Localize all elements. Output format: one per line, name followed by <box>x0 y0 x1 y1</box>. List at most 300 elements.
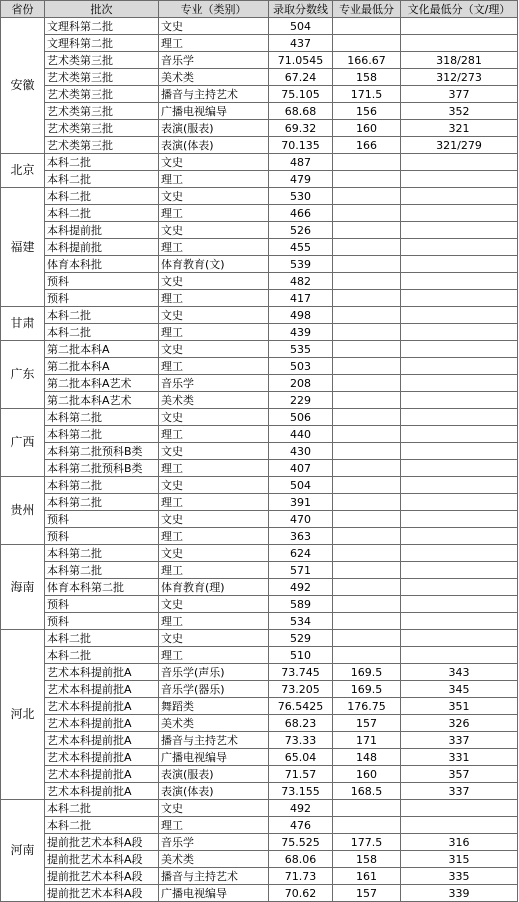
culture-min-score-cell: 312/273 <box>401 69 518 86</box>
table-row <box>1 664 518 681</box>
culture-min-score-cell: 326 <box>401 715 518 732</box>
culture-min-score-cell <box>401 817 518 834</box>
cutoff-score-cell: 430 <box>269 443 333 460</box>
cutoff-score-cell: 571 <box>269 562 333 579</box>
major-cell: 理工 <box>159 562 269 579</box>
table-row <box>1 188 518 205</box>
table-row <box>1 137 518 154</box>
major-min-score-cell <box>333 256 401 273</box>
cutoff-score-cell: 476 <box>269 817 333 834</box>
culture-min-score-cell <box>401 273 518 290</box>
culture-min-score-cell <box>401 613 518 630</box>
culture-min-score-cell <box>401 596 518 613</box>
cutoff-score-cell: 482 <box>269 273 333 290</box>
cutoff-score-cell: 440 <box>269 426 333 443</box>
table-row <box>1 851 518 868</box>
cutoff-score-cell: 208 <box>269 375 333 392</box>
table-row <box>1 494 518 511</box>
table-row <box>1 290 518 307</box>
culture-min-score-cell <box>401 443 518 460</box>
major-min-score-cell <box>333 18 401 35</box>
batch-cell: 提前批艺术本科A段 <box>45 851 159 868</box>
major-cell: 表演(体表) <box>159 137 269 154</box>
culture-min-score-cell: 318/281 <box>401 52 518 69</box>
batch-cell: 提前批艺术本科A段 <box>45 885 159 902</box>
table-row <box>1 18 518 35</box>
table-row <box>1 69 518 86</box>
major-min-score-cell: 157 <box>333 715 401 732</box>
table-row <box>1 545 518 562</box>
batch-cell: 第二批本科A艺术 <box>45 392 159 409</box>
culture-min-score-cell: 316 <box>401 834 518 851</box>
batch-cell: 文理科第二批 <box>45 35 159 52</box>
table-row <box>1 613 518 630</box>
major-cell: 文史 <box>159 443 269 460</box>
culture-min-score-cell <box>401 171 518 188</box>
batch-cell: 本科第二批预科B类 <box>45 460 159 477</box>
cutoff-score-cell: 391 <box>269 494 333 511</box>
batch-cell: 第二批本科A <box>45 341 159 358</box>
major-cell: 广播电视编导 <box>159 885 269 902</box>
culture-min-score-cell <box>401 647 518 664</box>
major-min-score-cell: 177.5 <box>333 834 401 851</box>
batch-cell: 本科第二批预科B类 <box>45 443 159 460</box>
major-cell: 表演(服表) <box>159 766 269 783</box>
cutoff-score-cell: 526 <box>269 222 333 239</box>
major-min-score-cell <box>333 205 401 222</box>
batch-cell: 艺术本科提前批A <box>45 681 159 698</box>
header-batch: 批次 <box>45 1 159 18</box>
major-cell: 音乐学(声乐) <box>159 664 269 681</box>
major-cell: 理工 <box>159 528 269 545</box>
batch-cell: 艺术类第三批 <box>45 137 159 154</box>
province-cell: 甘肃 <box>1 307 45 341</box>
cutoff-score-cell: 71.73 <box>269 868 333 885</box>
batch-cell: 本科第二批 <box>45 409 159 426</box>
culture-min-score-cell <box>401 392 518 409</box>
province-cell: 北京 <box>1 154 45 188</box>
major-min-score-cell: 171.5 <box>333 86 401 103</box>
table-row <box>1 749 518 766</box>
batch-cell: 本科二批 <box>45 817 159 834</box>
major-cell: 音乐学 <box>159 52 269 69</box>
major-min-score-cell: 168.5 <box>333 783 401 800</box>
culture-min-score-cell: 377 <box>401 86 518 103</box>
major-cell: 表演(服表) <box>159 120 269 137</box>
major-min-score-cell: 176.75 <box>333 698 401 715</box>
batch-cell: 艺术本科提前批A <box>45 783 159 800</box>
cutoff-score-cell: 70.62 <box>269 885 333 902</box>
table-row <box>1 205 518 222</box>
major-min-score-cell <box>333 341 401 358</box>
major-cell: 广播电视编导 <box>159 103 269 120</box>
major-min-score-cell <box>333 171 401 188</box>
cutoff-score-cell: 529 <box>269 630 333 647</box>
major-cell: 理工 <box>159 647 269 664</box>
culture-min-score-cell: 331 <box>401 749 518 766</box>
culture-min-score-cell <box>401 205 518 222</box>
table-row <box>1 52 518 69</box>
table-row <box>1 222 518 239</box>
batch-cell: 本科第二批 <box>45 562 159 579</box>
batch-cell: 艺术类第三批 <box>45 69 159 86</box>
batch-cell: 本科二批 <box>45 154 159 171</box>
header-major: 专业（类别） <box>159 1 269 18</box>
province-cell: 贵州 <box>1 477 45 545</box>
batch-cell: 艺术本科提前批A <box>45 732 159 749</box>
batch-cell: 艺术本科提前批A <box>45 664 159 681</box>
major-min-score-cell: 169.5 <box>333 681 401 698</box>
culture-min-score-cell: 345 <box>401 681 518 698</box>
cutoff-score-cell: 535 <box>269 341 333 358</box>
batch-cell: 预科 <box>45 511 159 528</box>
major-cell: 文史 <box>159 222 269 239</box>
major-min-score-cell <box>333 460 401 477</box>
header-row <box>1 1 518 18</box>
cutoff-score-cell: 455 <box>269 239 333 256</box>
culture-min-score-cell <box>401 477 518 494</box>
major-min-score-cell: 169.5 <box>333 664 401 681</box>
culture-min-score-cell <box>401 290 518 307</box>
major-min-score-cell: 160 <box>333 766 401 783</box>
cutoff-score-cell: 75.105 <box>269 86 333 103</box>
batch-cell: 艺术类第三批 <box>45 120 159 137</box>
table-row <box>1 392 518 409</box>
batch-cell: 本科二批 <box>45 171 159 188</box>
major-min-score-cell: 166 <box>333 137 401 154</box>
cutoff-score-cell: 539 <box>269 256 333 273</box>
table-row <box>1 307 518 324</box>
major-cell: 文史 <box>159 630 269 647</box>
cutoff-score-cell: 492 <box>269 800 333 817</box>
major-min-score-cell <box>333 647 401 664</box>
major-cell: 美术类 <box>159 392 269 409</box>
batch-cell: 本科二批 <box>45 630 159 647</box>
major-min-score-cell <box>333 426 401 443</box>
batch-cell: 艺术本科提前批A <box>45 715 159 732</box>
culture-min-score-cell <box>401 239 518 256</box>
cutoff-score-cell: 70.135 <box>269 137 333 154</box>
major-min-score-cell <box>333 477 401 494</box>
batch-cell: 本科提前批 <box>45 239 159 256</box>
major-min-score-cell <box>333 290 401 307</box>
table-row <box>1 511 518 528</box>
batch-cell: 提前批艺术本科A段 <box>45 868 159 885</box>
culture-min-score-cell <box>401 511 518 528</box>
culture-min-score-cell: 337 <box>401 732 518 749</box>
cutoff-score-cell: 503 <box>269 358 333 375</box>
cutoff-score-cell: 437 <box>269 35 333 52</box>
table-row <box>1 409 518 426</box>
table-row <box>1 120 518 137</box>
culture-min-score-cell <box>401 18 518 35</box>
culture-min-score-cell: 337 <box>401 783 518 800</box>
header-province: 省份 <box>1 1 45 18</box>
major-min-score-cell <box>333 307 401 324</box>
culture-min-score-cell <box>401 528 518 545</box>
major-min-score-cell <box>333 222 401 239</box>
major-cell: 美术类 <box>159 69 269 86</box>
major-cell: 理工 <box>159 290 269 307</box>
cutoff-score-cell: 68.06 <box>269 851 333 868</box>
table-row <box>1 732 518 749</box>
batch-cell: 本科二批 <box>45 647 159 664</box>
major-cell: 理工 <box>159 817 269 834</box>
major-cell: 美术类 <box>159 715 269 732</box>
cutoff-score-cell: 73.205 <box>269 681 333 698</box>
major-min-score-cell: 157 <box>333 885 401 902</box>
table-row <box>1 715 518 732</box>
table-row <box>1 358 518 375</box>
batch-cell: 预科 <box>45 273 159 290</box>
major-cell: 理工 <box>159 324 269 341</box>
major-min-score-cell <box>333 817 401 834</box>
cutoff-score-cell: 75.525 <box>269 834 333 851</box>
major-cell: 文史 <box>159 273 269 290</box>
table-row <box>1 698 518 715</box>
batch-cell: 艺术类第三批 <box>45 52 159 69</box>
culture-min-score-cell <box>401 375 518 392</box>
table-row <box>1 35 518 52</box>
batch-cell: 艺术本科提前批A <box>45 749 159 766</box>
table-row <box>1 766 518 783</box>
major-min-score-cell <box>333 596 401 613</box>
major-min-score-cell: 161 <box>333 868 401 885</box>
culture-min-score-cell: 352 <box>401 103 518 120</box>
cutoff-score-cell: 504 <box>269 477 333 494</box>
table-row <box>1 443 518 460</box>
header-major-min: 专业最低分 <box>333 1 401 18</box>
culture-min-score-cell <box>401 494 518 511</box>
table-row <box>1 817 518 834</box>
major-cell: 文史 <box>159 511 269 528</box>
table-row <box>1 562 518 579</box>
cutoff-score-cell: 506 <box>269 409 333 426</box>
batch-cell: 本科二批 <box>45 324 159 341</box>
culture-min-score-cell: 343 <box>401 664 518 681</box>
table-row <box>1 256 518 273</box>
header-culture-min: 文化最低分（文/理） <box>401 1 518 18</box>
table-row <box>1 273 518 290</box>
cutoff-score-cell: 487 <box>269 154 333 171</box>
cutoff-score-cell: 439 <box>269 324 333 341</box>
province-cell: 广西 <box>1 409 45 477</box>
major-cell: 文史 <box>159 341 269 358</box>
culture-min-score-cell: 351 <box>401 698 518 715</box>
cutoff-score-cell: 624 <box>269 545 333 562</box>
province-cell: 安徽 <box>1 18 45 154</box>
major-min-score-cell: 156 <box>333 103 401 120</box>
table-row <box>1 647 518 664</box>
cutoff-score-cell: 363 <box>269 528 333 545</box>
cutoff-score-cell: 229 <box>269 392 333 409</box>
major-min-score-cell: 171 <box>333 732 401 749</box>
table-row <box>1 477 518 494</box>
province-cell: 河北 <box>1 630 45 800</box>
major-min-score-cell <box>333 528 401 545</box>
batch-cell: 本科第二批 <box>45 477 159 494</box>
table-row <box>1 426 518 443</box>
major-cell: 理工 <box>159 613 269 630</box>
cutoff-score-cell: 504 <box>269 18 333 35</box>
major-min-score-cell <box>333 273 401 290</box>
cutoff-score-cell: 492 <box>269 579 333 596</box>
culture-min-score-cell <box>401 460 518 477</box>
major-cell: 文史 <box>159 154 269 171</box>
batch-cell: 本科第二批 <box>45 545 159 562</box>
major-min-score-cell: 160 <box>333 120 401 137</box>
culture-min-score-cell: 315 <box>401 851 518 868</box>
table-row <box>1 783 518 800</box>
culture-min-score-cell <box>401 630 518 647</box>
culture-min-score-cell <box>401 324 518 341</box>
batch-cell: 第二批本科A艺术 <box>45 375 159 392</box>
major-min-score-cell <box>333 409 401 426</box>
major-cell: 文史 <box>159 188 269 205</box>
province-cell: 福建 <box>1 188 45 307</box>
batch-cell: 本科二批 <box>45 205 159 222</box>
major-cell: 播音与主持艺术 <box>159 86 269 103</box>
table-row <box>1 171 518 188</box>
culture-min-score-cell: 339 <box>401 885 518 902</box>
cutoff-score-cell: 73.745 <box>269 664 333 681</box>
cutoff-score-cell: 530 <box>269 188 333 205</box>
table-row <box>1 341 518 358</box>
major-min-score-cell <box>333 545 401 562</box>
cutoff-score-cell: 67.24 <box>269 69 333 86</box>
cutoff-score-cell: 510 <box>269 647 333 664</box>
culture-min-score-cell <box>401 545 518 562</box>
major-min-score-cell <box>333 579 401 596</box>
cutoff-score-cell: 417 <box>269 290 333 307</box>
table-row <box>1 868 518 885</box>
batch-cell: 本科二批 <box>45 307 159 324</box>
culture-min-score-cell <box>401 341 518 358</box>
major-min-score-cell <box>333 630 401 647</box>
major-cell: 美术类 <box>159 851 269 868</box>
major-min-score-cell <box>333 494 401 511</box>
cutoff-score-cell: 76.5425 <box>269 698 333 715</box>
batch-cell: 体育本科批 <box>45 256 159 273</box>
culture-min-score-cell <box>401 562 518 579</box>
table-row <box>1 528 518 545</box>
culture-min-score-cell <box>401 358 518 375</box>
batch-cell: 提前批艺术本科A段 <box>45 834 159 851</box>
culture-min-score-cell: 321 <box>401 120 518 137</box>
cutoff-score-cell: 470 <box>269 511 333 528</box>
table-row <box>1 375 518 392</box>
batch-cell: 预科 <box>45 528 159 545</box>
culture-min-score-cell <box>401 800 518 817</box>
major-min-score-cell: 148 <box>333 749 401 766</box>
cutoff-score-cell: 73.33 <box>269 732 333 749</box>
cutoff-score-cell: 69.32 <box>269 120 333 137</box>
batch-cell: 本科第二批 <box>45 494 159 511</box>
major-cell: 理工 <box>159 239 269 256</box>
culture-min-score-cell <box>401 579 518 596</box>
major-cell: 文史 <box>159 596 269 613</box>
table-row <box>1 460 518 477</box>
major-cell: 理工 <box>159 35 269 52</box>
province-cell: 广东 <box>1 341 45 409</box>
cutoff-score-cell: 466 <box>269 205 333 222</box>
culture-min-score-cell <box>401 35 518 52</box>
culture-min-score-cell: 321/279 <box>401 137 518 154</box>
cutoff-score-cell: 589 <box>269 596 333 613</box>
major-min-score-cell <box>333 35 401 52</box>
batch-cell: 体育本科第二批 <box>45 579 159 596</box>
cutoff-score-cell: 65.04 <box>269 749 333 766</box>
major-cell: 理工 <box>159 494 269 511</box>
cutoff-score-cell: 71.0545 <box>269 52 333 69</box>
major-cell: 理工 <box>159 171 269 188</box>
header-cutoff: 录取分数线 <box>269 1 333 18</box>
culture-min-score-cell <box>401 154 518 171</box>
major-min-score-cell <box>333 154 401 171</box>
major-cell: 体育教育(理) <box>159 579 269 596</box>
major-cell: 播音与主持艺术 <box>159 732 269 749</box>
major-min-score-cell <box>333 239 401 256</box>
table-row <box>1 154 518 171</box>
batch-cell: 艺术本科提前批A <box>45 698 159 715</box>
major-cell: 文史 <box>159 18 269 35</box>
major-cell: 理工 <box>159 460 269 477</box>
table-row <box>1 834 518 851</box>
cutoff-score-cell: 498 <box>269 307 333 324</box>
table-row <box>1 885 518 902</box>
batch-cell: 本科二批 <box>45 800 159 817</box>
major-cell: 文史 <box>159 409 269 426</box>
batch-cell: 第二批本科A <box>45 358 159 375</box>
major-cell: 播音与主持艺术 <box>159 868 269 885</box>
batch-cell: 文理科第二批 <box>45 18 159 35</box>
culture-min-score-cell <box>401 307 518 324</box>
major-cell: 文史 <box>159 545 269 562</box>
major-cell: 文史 <box>159 307 269 324</box>
batch-cell: 预科 <box>45 596 159 613</box>
province-cell: 河南 <box>1 800 45 902</box>
table-row <box>1 596 518 613</box>
table-row <box>1 86 518 103</box>
culture-min-score-cell <box>401 409 518 426</box>
major-min-score-cell <box>333 800 401 817</box>
culture-min-score-cell <box>401 256 518 273</box>
major-cell: 理工 <box>159 205 269 222</box>
table-row <box>1 681 518 698</box>
cutoff-score-cell: 479 <box>269 171 333 188</box>
province-cell: 海南 <box>1 545 45 630</box>
major-min-score-cell <box>333 392 401 409</box>
culture-min-score-cell <box>401 222 518 239</box>
table-row <box>1 324 518 341</box>
batch-cell: 艺术类第三批 <box>45 103 159 120</box>
major-cell: 音乐学 <box>159 375 269 392</box>
batch-cell: 预科 <box>45 290 159 307</box>
batch-cell: 本科提前批 <box>45 222 159 239</box>
major-cell: 表演(体表) <box>159 783 269 800</box>
cutoff-score-cell: 68.23 <box>269 715 333 732</box>
major-cell: 文史 <box>159 477 269 494</box>
major-cell: 广播电视编导 <box>159 749 269 766</box>
batch-cell: 艺术类第三批 <box>45 86 159 103</box>
major-cell: 体育教育(文) <box>159 256 269 273</box>
major-min-score-cell <box>333 562 401 579</box>
cutoff-score-cell: 68.68 <box>269 103 333 120</box>
batch-cell: 预科 <box>45 613 159 630</box>
major-cell: 音乐学(器乐) <box>159 681 269 698</box>
major-min-score-cell: 166.67 <box>333 52 401 69</box>
major-cell: 文史 <box>159 800 269 817</box>
